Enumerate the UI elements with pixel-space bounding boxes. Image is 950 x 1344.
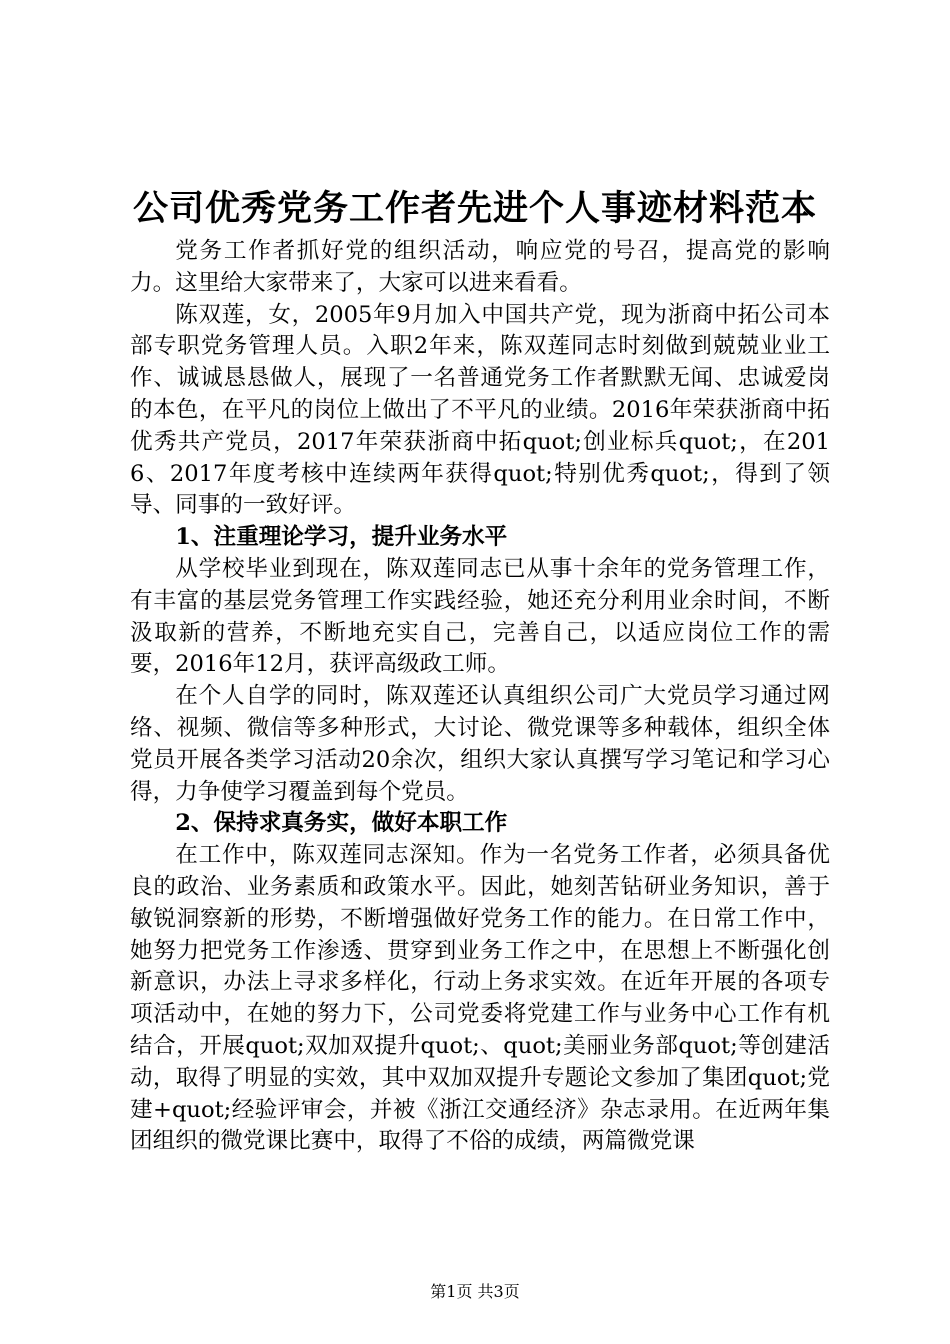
paragraph-organize-study: 在个人自学的同时，陈双莲还认真组织公司广大党员学习通过网络、视频、微信等多种形式，大讨论、微党课等多种载体，组织全体党员开展各类学习活动20余次，组织大家认真撰写学习笔记和学习心得，力争使学习覆盖到每个党员。	[130, 683, 830, 805]
page-footer: 第1页 共3页	[430, 1282, 520, 1301]
document-title: 公司优秀党务工作者先进个人事迹材料范本	[132, 188, 817, 229]
paragraph-work-details: 在工作中，陈双莲同志深知。作为一名党务工作者，必须具备优良的政治、业务素质和政策水平。因此，她刻苦钻研业务知识，善于敏锐洞察新的形势，不断增强做好党务工作的能力。在日常工作中，她努力把党务工作渗透、贯穿到业务工作之中，在思想上不断强化创新意识，办法上寻求多样化，行动上务求实效。在近年开展的各项专项活动中，在她的努力下，公司党委将党建工作与业务中心工作有机结合，开展quot;双加双提升quot;、quot;美丽业务部quot;等创建活动，取得了明显的实效，其中双加双提升专题论文参加了集团quot;党建+quot;经验评审会，并被《浙江交通经济》杂志录用。在近两年集团组织的微党课比赛中，取得了不俗的成绩，两篇微党课	[130, 842, 830, 1155]
paragraph-study-experience: 从学校毕业到现在，陈双莲同志已从事十余年的党务管理工作，有丰富的基层党务管理工作实践经验，她还充分利用业余时间，不断汲取新的营养，不断地充实自己，完善自己，以适应岗位工作的需要，2016年12月，获评高级政工师。	[130, 555, 830, 678]
document-body	[130, 236, 830, 1158]
section-heading-practical-work: 2、保持求真务实，做好本职工作	[175, 810, 508, 837]
paragraph-profile: 陈双莲，女，2005年9月加入中国共产党，现为浙商中拓公司本部专职党务管理人员。入职2年来，陈双莲同志时刻做到兢兢业业工作、诚诚恳恳做人，展现了一名普通党务工作者默默无闻、忠诚爱岗的本色，在平凡的岗位上做出了不平凡的业绩。2016年荣获浙商中拓优秀共产党员，2017年荣获浙商中拓quot;创业标兵quot;，在2016、2017年度考核中连续两年获得quot;特别优秀quot;，得到了领导、同事的一致好评。	[130, 301, 830, 519]
paragraph-intro: 党务工作者抓好党的组织活动，响应党的号召，提高党的影响力。这里给大家带来了，大家可以进来看看。	[130, 238, 830, 296]
section-heading-theory-study: 1、注重理论学习，提升业务水平	[175, 524, 508, 551]
